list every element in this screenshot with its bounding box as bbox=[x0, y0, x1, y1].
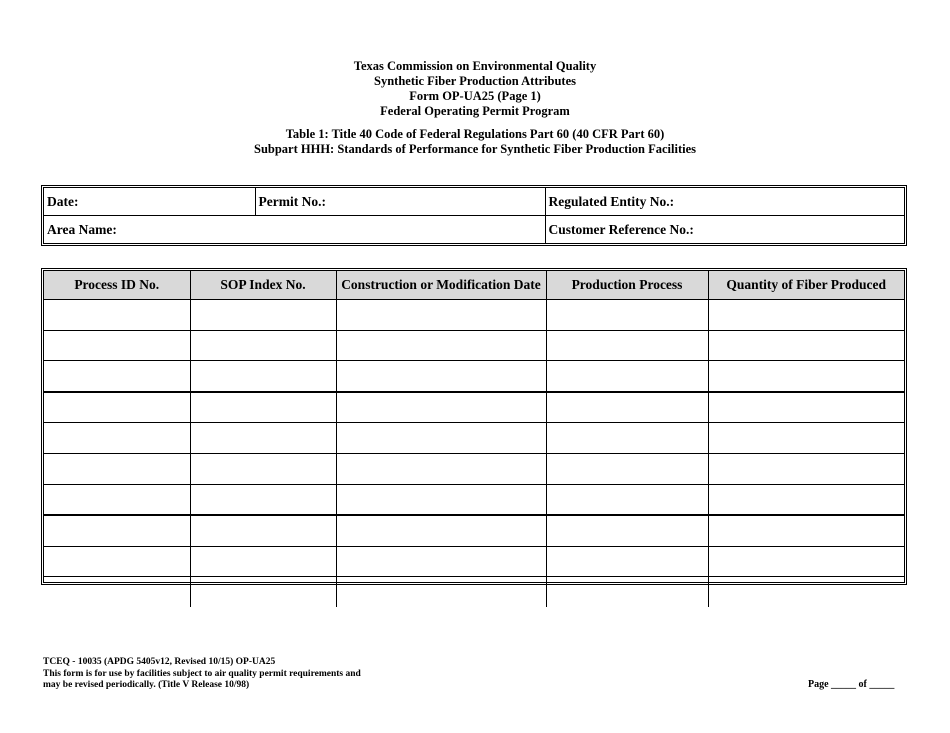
construction-date-cell[interactable] bbox=[336, 423, 546, 454]
construction-date-cell[interactable] bbox=[336, 515, 546, 546]
fiber-quantity-cell[interactable] bbox=[708, 423, 904, 454]
agency-name: Texas Commission on Environmental Quality bbox=[353, 59, 597, 73]
production-process-cell[interactable] bbox=[546, 361, 708, 392]
footer-form-number: TCEQ - 10035 (APDG 5405v12, Revised 10/15) OP-UA25 bbox=[43, 657, 276, 667]
fiber-quantity-cell[interactable] bbox=[708, 453, 904, 484]
column-header-process-id: Process ID No. bbox=[44, 271, 190, 300]
construction-date-cell[interactable] bbox=[336, 330, 546, 361]
column-header-construction-date: Construction or Modification Date bbox=[336, 271, 546, 300]
sop-index-cell[interactable] bbox=[190, 330, 336, 361]
process-id-cell[interactable] bbox=[44, 546, 190, 577]
form-footer bbox=[43, 657, 361, 692]
table-row bbox=[44, 577, 904, 607]
customer-reference-field[interactable] bbox=[545, 216, 904, 244]
production-process-cell[interactable] bbox=[546, 546, 708, 577]
footer-note-line-2: may be revised periodically. (Title V Release 10/98) bbox=[43, 680, 250, 690]
regulated-entity-field[interactable] bbox=[545, 188, 904, 216]
fiber-quantity-cell[interactable] bbox=[708, 330, 904, 361]
production-process-cell[interactable] bbox=[546, 515, 708, 546]
sop-index-cell[interactable] bbox=[190, 453, 336, 484]
production-process-cell[interactable] bbox=[546, 423, 708, 454]
column-header-sop-index: SOP Index No. bbox=[190, 271, 336, 300]
table-row bbox=[44, 515, 904, 546]
form-id: Form OP-UA25 (Page 1) bbox=[409, 89, 541, 103]
sop-index-cell[interactable] bbox=[190, 423, 336, 454]
area-name-field[interactable] bbox=[44, 216, 545, 244]
info-fields-table bbox=[41, 185, 907, 246]
table-row bbox=[44, 423, 904, 454]
page-number-field[interactable]: Page _____ of _____ bbox=[808, 679, 895, 690]
construction-date-cell[interactable] bbox=[336, 546, 546, 577]
process-id-cell[interactable] bbox=[44, 484, 190, 515]
data-table-body bbox=[44, 300, 904, 607]
sop-index-cell[interactable] bbox=[190, 577, 336, 607]
column-header-fiber-quantity: Quantity of Fiber Produced bbox=[708, 271, 904, 300]
construction-date-cell[interactable] bbox=[336, 577, 546, 607]
table-row bbox=[44, 546, 904, 577]
table-row bbox=[44, 330, 904, 361]
subpart-title: Subpart HHH: Standards of Performance for Synthetic Fiber Production Facilities bbox=[254, 142, 696, 156]
process-id-cell[interactable] bbox=[44, 330, 190, 361]
fiber-quantity-cell[interactable] bbox=[708, 392, 904, 423]
process-id-cell[interactable] bbox=[44, 577, 190, 607]
date-field[interactable] bbox=[44, 188, 255, 216]
table-row bbox=[44, 361, 904, 392]
date-label: Date: bbox=[47, 193, 79, 209]
process-id-cell[interactable] bbox=[44, 515, 190, 546]
area-name-label: Area Name: bbox=[47, 221, 117, 237]
process-id-cell[interactable] bbox=[44, 361, 190, 392]
sop-index-cell[interactable] bbox=[190, 515, 336, 546]
production-process-cell[interactable] bbox=[546, 577, 708, 607]
permit-label: Permit No.: bbox=[258, 193, 326, 209]
data-entry-table bbox=[41, 268, 907, 585]
construction-date-cell[interactable] bbox=[336, 361, 546, 392]
fiber-quantity-cell[interactable] bbox=[708, 300, 904, 331]
sop-index-cell[interactable] bbox=[190, 300, 336, 331]
table-row bbox=[44, 392, 904, 423]
process-id-cell[interactable] bbox=[44, 300, 190, 331]
sop-index-cell[interactable] bbox=[190, 361, 336, 392]
table-row bbox=[44, 453, 904, 484]
program-name: Federal Operating Permit Program bbox=[380, 104, 570, 118]
fiber-quantity-cell[interactable] bbox=[708, 515, 904, 546]
customer-reference-label: Customer Reference No.: bbox=[548, 221, 694, 237]
process-id-cell[interactable] bbox=[44, 453, 190, 484]
construction-date-cell[interactable] bbox=[336, 453, 546, 484]
form-subject: Synthetic Fiber Production Attributes bbox=[374, 74, 576, 88]
sop-index-cell[interactable] bbox=[190, 392, 336, 423]
production-process-cell[interactable] bbox=[546, 330, 708, 361]
production-process-cell[interactable] bbox=[546, 484, 708, 515]
production-process-cell[interactable] bbox=[546, 300, 708, 331]
regulated-entity-label: Regulated Entity No.: bbox=[548, 193, 675, 209]
fiber-quantity-cell[interactable] bbox=[708, 361, 904, 392]
sop-index-cell[interactable] bbox=[190, 546, 336, 577]
permit-field[interactable] bbox=[255, 188, 545, 216]
fiber-quantity-cell[interactable] bbox=[708, 577, 904, 607]
table-row bbox=[44, 300, 904, 331]
fiber-quantity-cell[interactable] bbox=[708, 546, 904, 577]
table-title: Table 1: Title 40 Code of Federal Regulations Part 60 (40 CFR Part 60) bbox=[285, 127, 665, 141]
footer-note-line-1: This form is for use by facilities subject to air quality permit requirements and bbox=[43, 668, 361, 679]
column-header-production-process: Production Process bbox=[546, 271, 708, 300]
table-row bbox=[44, 484, 904, 515]
construction-date-cell[interactable] bbox=[336, 300, 546, 331]
form-header bbox=[0, 59, 950, 157]
sop-index-cell[interactable] bbox=[190, 484, 336, 515]
fiber-quantity-cell[interactable] bbox=[708, 484, 904, 515]
construction-date-cell[interactable] bbox=[336, 484, 546, 515]
process-id-cell[interactable] bbox=[44, 392, 190, 423]
production-process-cell[interactable] bbox=[546, 453, 708, 484]
process-id-cell[interactable] bbox=[44, 423, 190, 454]
construction-date-cell[interactable] bbox=[336, 392, 546, 423]
production-process-cell[interactable] bbox=[546, 392, 708, 423]
